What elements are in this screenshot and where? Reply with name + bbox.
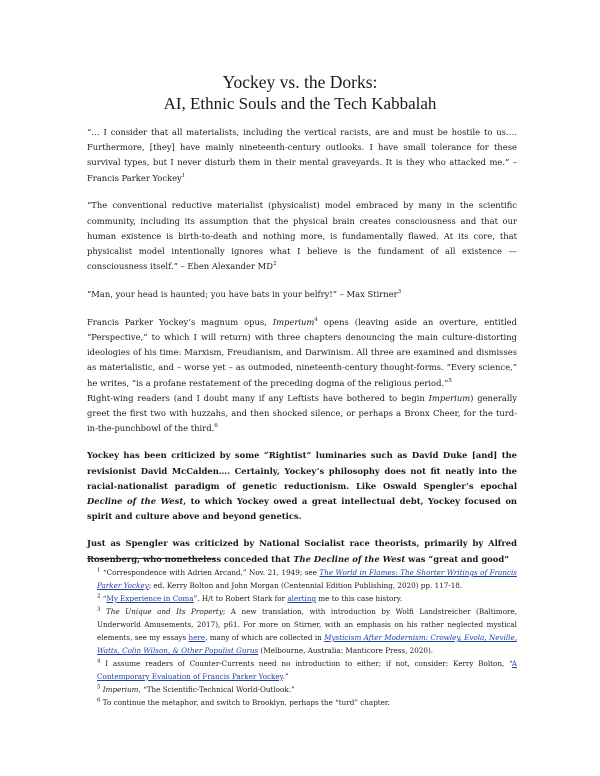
footnotes [87, 566, 517, 709]
footnote-ref-6[interactable]: 6 [214, 423, 218, 430]
document-subtitle: AI, Ethnic Souls and the Tech Kabbalah [163, 94, 437, 113]
footnote-6: $^6$ To continue the metaphor, and switch to Brooklyn, perhaps the “turd” chapter. [97, 697, 390, 707]
block-quote-2: Just as Spengler was criticized by National Socialist race theorists, primarily by Alfred Rosenberg, who nonetheless conceded that The Decline of the West was “great and good” [87, 538, 517, 564]
link-here[interactable]: here [188, 633, 206, 642]
epigraph-alexander: “The conventional reductive materialist (physicalist) model embraced by many in the scientific community, including its assumption that the physical brain creates consciousness and that our human existence is birth-to-death and nothing more, is fundamentally flawed. At its core, that physicalist model intentionally ignores what I believe is the fundament of all existence — consciousness itself.” – Eben Alexander $MD^2$ [87, 200, 517, 272]
epigraph-yockey: “… I consider that all materialists, including the vertical racists, are and must be hostile to us…. Furthermore, [they] have mainly nineteenth-century outlooks. I have small tolerance for these survival types, but I never disturb them in their mental graveyards. It is they who attacked me.” – Francis Parker Yockey$^1$ [87, 127, 517, 183]
link-experience-in-coma[interactable]: My Experience in Coma [106, 594, 194, 603]
link-world-in-flames[interactable]: The World in Flames: The Shorter Writings of Francis Parker Yockey [97, 568, 517, 590]
footnote-ref-2[interactable]: 2 [272, 261, 277, 268]
document-title: Yockey vs. the Dorks: [222, 72, 378, 92]
footnote-divider [87, 558, 215, 559]
footnote-4: $^4$ I assume readers of Counter-Currents need no introduction to either; if not, consider: Kerry Bolton, “A Contemporary Evaluation of Francis Parker Yockey.” [97, 658, 517, 681]
link-contemporary-evaluation[interactable]: A Contemporary Evaluation of Francis Parker Yockey [97, 659, 517, 681]
footnote-5: $^5$ Imperium, “The Scientific-Technical World-Outlook.” [97, 684, 295, 694]
footnote-ref-5[interactable]: 5 [448, 377, 452, 384]
document-body [87, 125, 517, 567]
link-mysticism-after-modernism[interactable]: Mysticism After Modernism: Crowley, Evola, Neville, Watts, Colin Wilson, & Other Populist Gurus [97, 633, 518, 655]
footnote-ref-4[interactable]: 4 [314, 317, 318, 324]
footnote-ref-3[interactable]: 3 [397, 289, 402, 296]
footnote-2: $^2$ “My Experience in Coma”. H/t to Robert Stark for alerting me to this case history. [97, 593, 403, 603]
epigraph-stirner: “Man, your head is haunted; you have bats in your belfry!” – Max Stirner$^3$ [87, 289, 402, 300]
footnote-1: $^1$ “Correspondence with Adrien Arcand,” Nov. 21, 1949; see The World in Flames: The Shorter Writings of Francis Parker Yockey; ed. Kerry Bolton and John Morgan (Centennial Edition Publishing, 2020) pp. 117-18. [97, 567, 517, 590]
paragraph-2: Right-wing readers (and I doubt many if any Leftists have bothered to begin Imperium) generally greet the first two with huzzahs, and then shocked silence, or perhaps a Bronx Cheer, for the turd-in-the-punchbowl of the third.$^6$ [87, 392, 517, 434]
link-alerting[interactable]: alerting [287, 594, 317, 603]
footnote-ref-1[interactable]: 1 [181, 172, 186, 179]
paragraph-1: Francis Parker Yockey’s magnum opus, Imperium$^4$ opens (leaving aside an overture, entitled “Perspective,” to which I will return) with three chapters denouncing the main culture-distorting ideologies of his time: Marxism, Freudianism, and Darwinism. All three are examined and dismisses as materialistic, and – worse yet – as outmoded, nineteenth-century thought-forms. “Every science,” he writes, “is a profane restatement of the preceding dogma of the religious period.”$^5$ [87, 316, 517, 388]
footnote-3: $^3$ The Unique and Its Property; A new translation, with introduction by Wolfi Landstreicher (Baltimore, Underworld Amusements, 2017), p61. For more on Stirner, with an emphasis on his rather neglected mystical elements, see my essays here, many of which are collected in Mysticism After Modernism: Crowley, Evola, Neville, Watts, Colin Wilson, & Other Populist Gurus (Melbourne, Australia: Manticore Press, 2020). [97, 606, 518, 655]
block-quote-1: Yockey has been criticized by some “Rightist” luminaries such as David Duke [and] the revisionist David McCalden…. Certainly, Yockey’s philosophy does not fit neatly into the racial-nationalist paradigm of genetic reductionism. Like Oswald Spengler’s epochal Decline of the West, to which Yockey owed a great intellectual debt, Yockey focused on spirit and culture above and beyond genetics. [87, 450, 517, 522]
